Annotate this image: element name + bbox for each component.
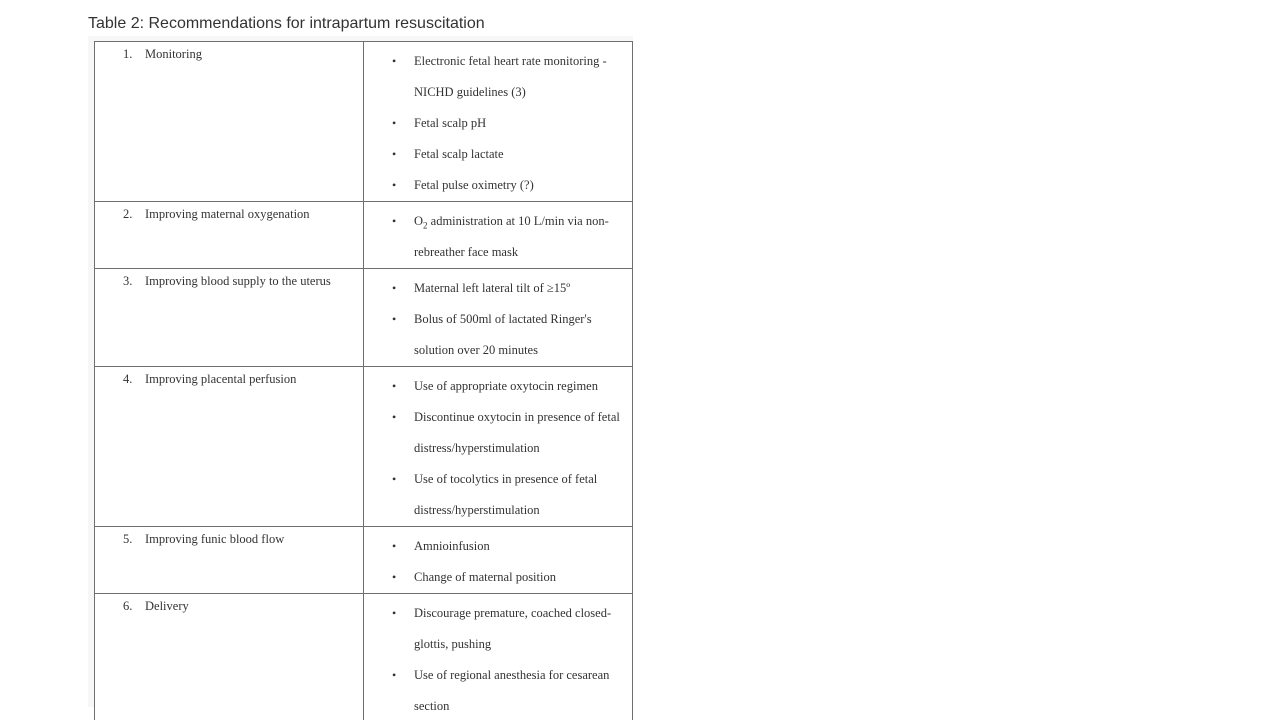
category-cell (95, 527, 364, 594)
list-item: • Fetal scalp pH (364, 108, 626, 139)
category-label: Improving funic blood flow (145, 532, 285, 546)
list-item: • Change of maternal position (364, 562, 626, 593)
recommendations-cell (364, 367, 633, 527)
list-item: • Use of tocolytics in presence of fetal distress/hyperstimulation (364, 464, 626, 526)
list-item: • Discontinue oxytocin in presence of fetal distress/hyperstimulation (364, 402, 626, 464)
list-item: • Maternal left lateral tilt of ≥15º (364, 273, 626, 304)
row-number: 5. (123, 532, 133, 546)
category-label: Delivery (145, 599, 189, 613)
table-row (95, 367, 633, 527)
table-row (95, 527, 633, 594)
table-container (88, 36, 633, 713)
category-label: Improving maternal oxygenation (145, 207, 310, 221)
row-number: 2. (123, 207, 133, 221)
row-number: 3. (123, 274, 133, 288)
recommendations-cell (364, 527, 633, 594)
category-label: Improving placental perfusion (145, 372, 297, 386)
list-item: • Use of appropriate oxytocin regimen (364, 371, 626, 402)
row-number: 4. (123, 372, 133, 386)
recommendations-cell (364, 202, 633, 269)
row-number: 6. (123, 599, 133, 613)
category-label: Monitoring (145, 47, 202, 61)
table-row (95, 42, 633, 202)
list-item: • Electronic fetal heart rate monitoring - NICHD guidelines (3) (364, 46, 626, 108)
table-caption: Table 2: Recommendations for intrapartum resuscitation (88, 15, 485, 32)
recommendations-cell (364, 594, 633, 720)
category-cell (95, 367, 364, 527)
list-item: • $O_2$ administration at 10 L/min via non-rebreather face mask (364, 206, 626, 268)
category-label: Improving blood supply to the uterus (145, 274, 331, 288)
list-item: • Fetal pulse oximetry (?) (364, 170, 626, 201)
table-row (95, 269, 633, 367)
table-row (95, 202, 633, 269)
recommendations-cell (364, 269, 633, 367)
list-item: • Amnioinfusion (364, 531, 626, 562)
table-row (95, 594, 633, 720)
recommendations-table (94, 41, 633, 720)
category-cell (95, 202, 364, 269)
list-item: • Bolus of 500ml of lactated Ringer's solution over 20 minutes (364, 304, 626, 366)
list-item: • Discourage premature, coached closed-glottis, pushing (364, 598, 626, 660)
category-cell (95, 42, 364, 202)
row-number: 1. (123, 47, 133, 61)
category-cell (95, 269, 364, 367)
recommendations-cell (364, 42, 633, 202)
category-cell (95, 594, 364, 720)
list-item: • Fetal scalp lactate (364, 139, 626, 170)
list-item: • Use of regional anesthesia for cesarean section (364, 660, 626, 720)
